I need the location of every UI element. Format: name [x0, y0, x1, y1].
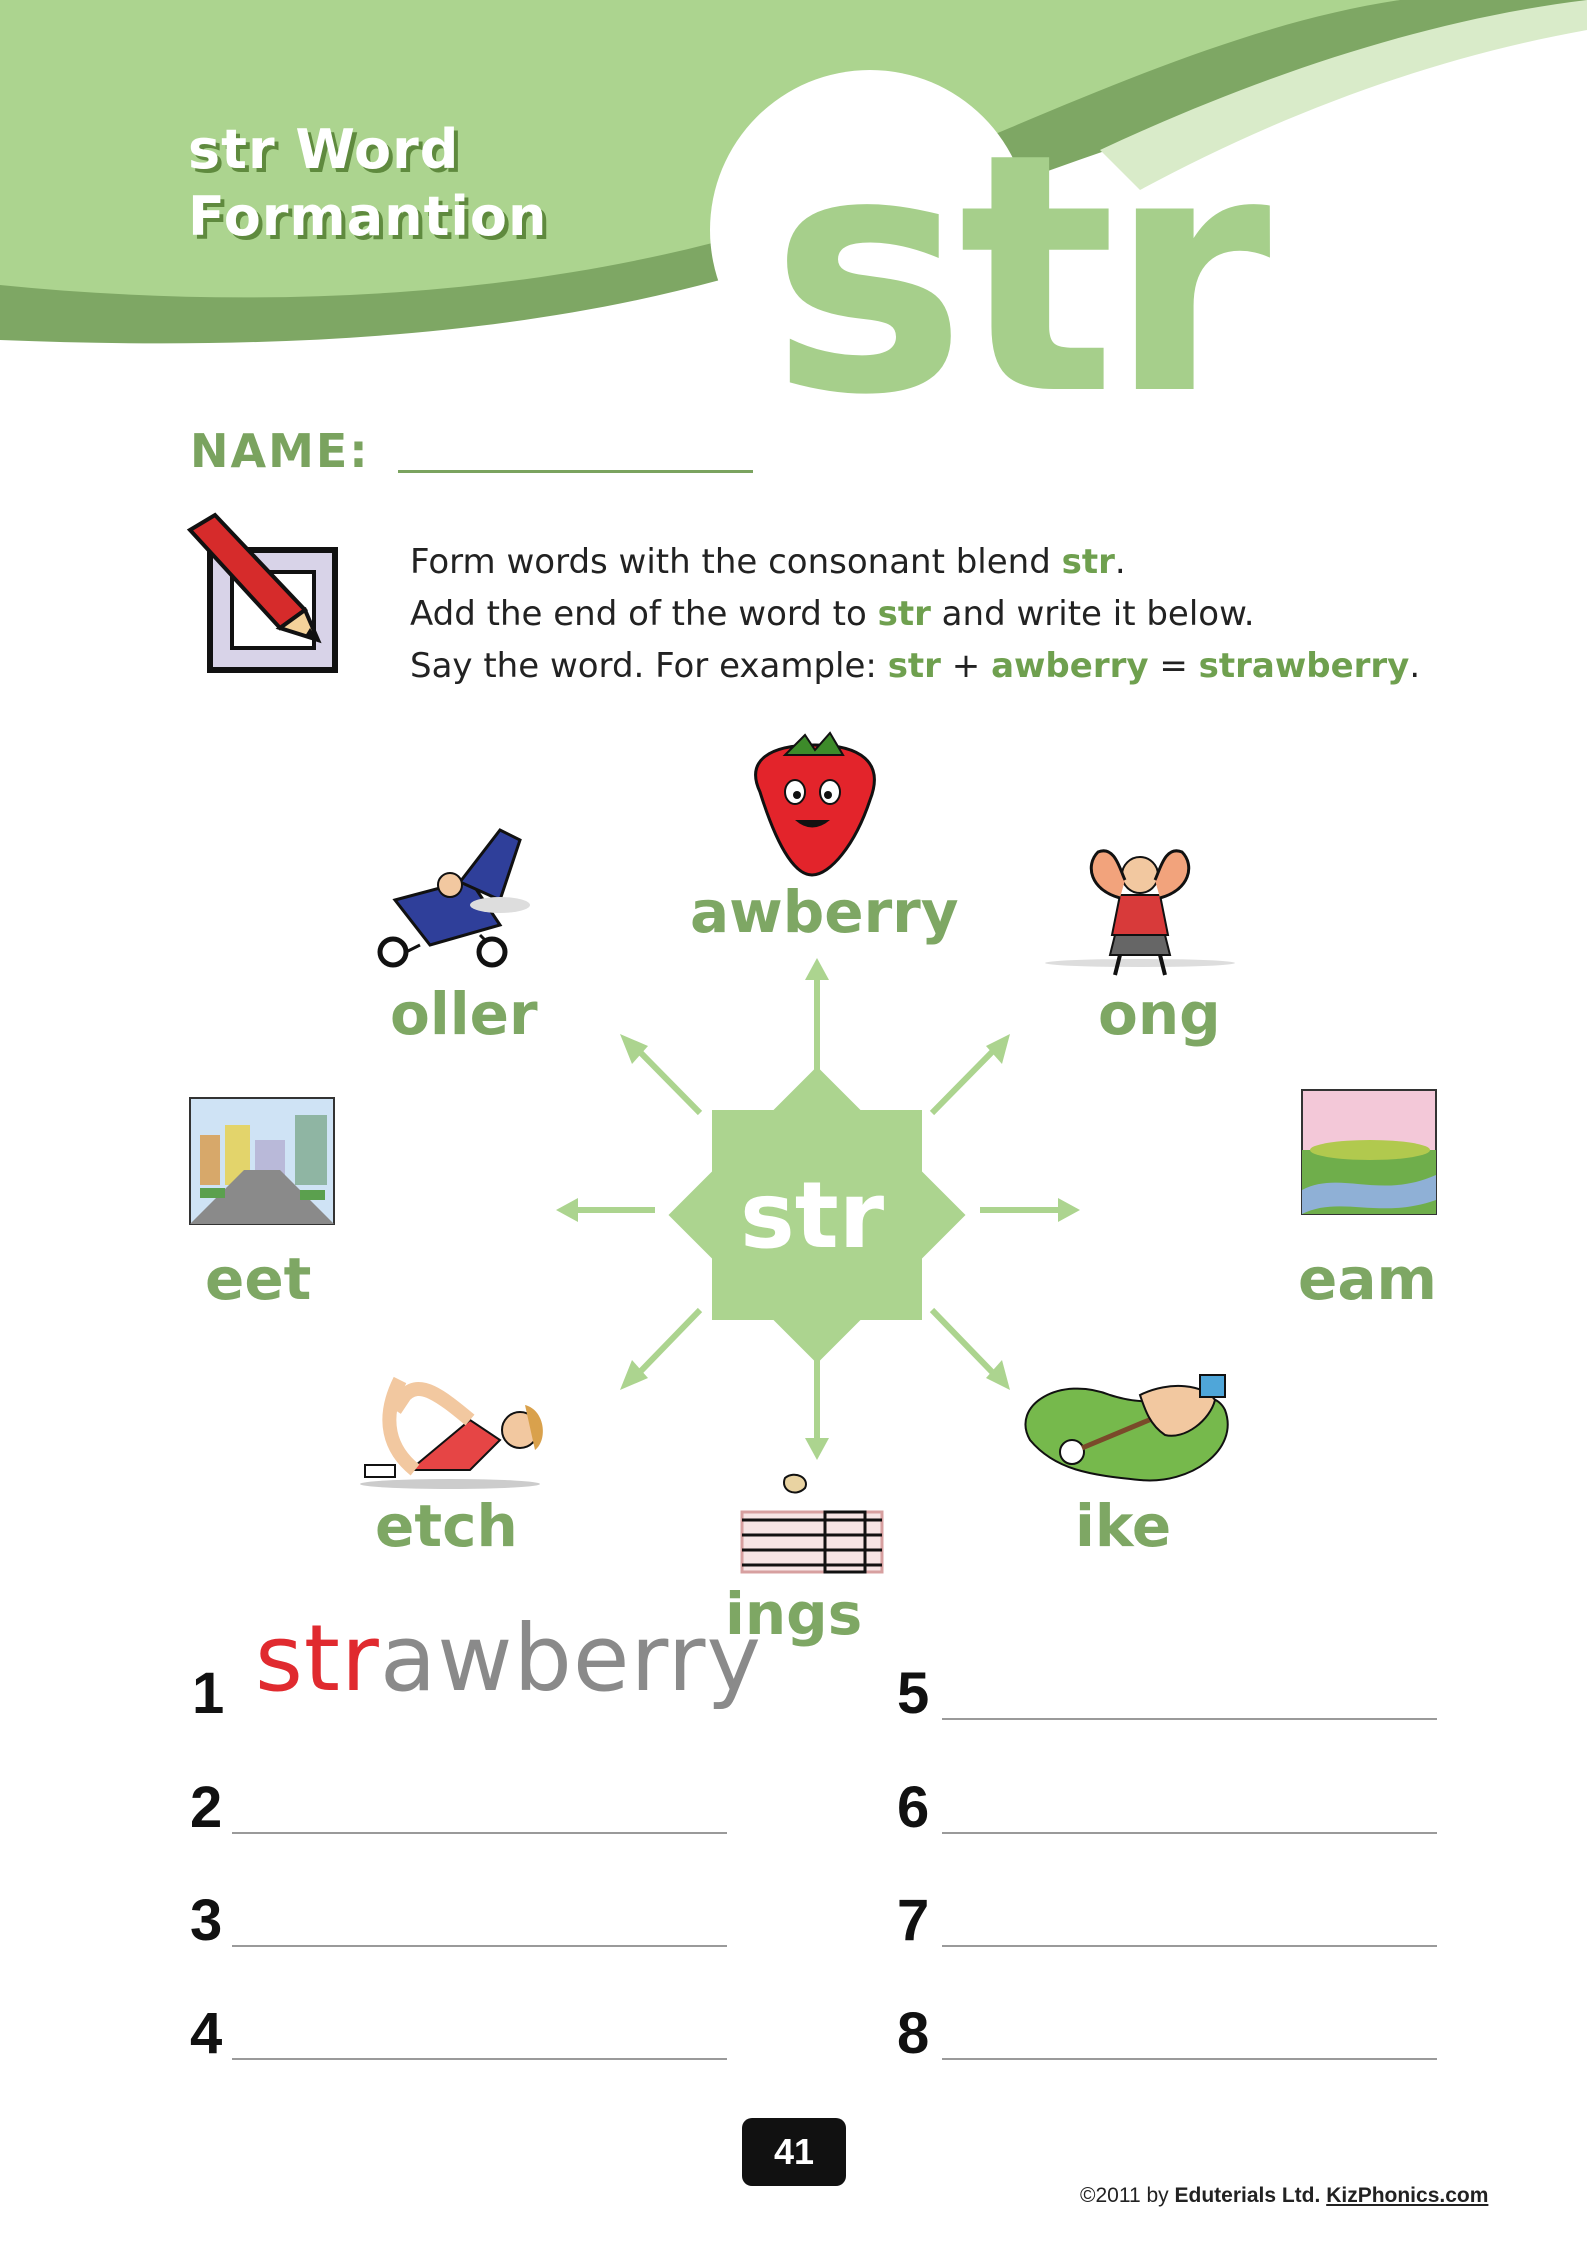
instruction-highlight: str [1061, 542, 1115, 582]
ending-oller: oller [390, 980, 538, 1048]
worksheet-title-line1: str Word [188, 118, 460, 181]
instruction-highlight: str [887, 646, 941, 686]
example-answer [255, 1605, 762, 1712]
stream-picture [1302, 1090, 1436, 1214]
answer-line-5[interactable] [942, 1718, 1437, 1720]
answer-number-7: 7 [897, 1888, 930, 1953]
instruction-text: . [1114, 542, 1126, 582]
strike-picture [1025, 1375, 1227, 1480]
instruction-text: and write it below. [930, 594, 1255, 634]
copyright-website-link[interactable]: KizPhonics.com [1326, 2184, 1489, 2207]
strawberry-picture [756, 733, 875, 875]
instruction-text: = [1148, 646, 1199, 686]
instruction-highlight: awberry [991, 646, 1149, 686]
worksheet-title-line2: Formantion [188, 185, 548, 248]
instruction-highlight: str [877, 594, 931, 634]
answer-number-2: 2 [190, 1775, 223, 1840]
instruction-text: . [1409, 646, 1421, 686]
instruction-text: Add the end of the word to [410, 594, 878, 634]
answer-line-2[interactable] [232, 1832, 727, 1834]
ending-eam: eam [1298, 1245, 1437, 1313]
answer-number-4: 4 [190, 2001, 223, 2066]
answer-number-8: 8 [897, 2001, 930, 2066]
stretch-picture [360, 1380, 543, 1489]
instruction-line-1 [410, 542, 1126, 582]
example-prefix: str [255, 1605, 380, 1712]
example-rest: awberry [379, 1605, 762, 1712]
copyright-company: Eduterials Ltd. [1174, 2184, 1321, 2207]
strings-picture [742, 1475, 882, 1572]
strongman-picture [1045, 851, 1235, 975]
answer-line-8[interactable] [942, 2058, 1437, 2060]
name-label: NAME: [190, 424, 370, 478]
copyright-text: ©2011 by [1080, 2184, 1175, 2207]
answer-number-1: 1 [192, 1661, 225, 1726]
ending-awberry: awberry [690, 878, 959, 946]
instruction-line-3 [410, 646, 1420, 686]
instruction-text: + [940, 646, 992, 686]
page-number: 41 [742, 2118, 846, 2186]
answer-line-7[interactable] [942, 1945, 1437, 1947]
ending-ings: ings [725, 1580, 863, 1648]
instruction-text: Form words with the consonant blend [410, 542, 1062, 582]
pencil-checkbox-icon [190, 515, 335, 670]
answer-number-3: 3 [190, 1888, 223, 1953]
instruction-line-2 [410, 594, 1255, 634]
ending-etch: etch [375, 1492, 518, 1560]
ending-ike: ike [1075, 1492, 1172, 1560]
answer-line-6[interactable] [942, 1832, 1437, 1834]
copyright-notice [1080, 2184, 1488, 2208]
answer-number-5: 5 [897, 1661, 930, 1726]
header-blend-large: str [770, 83, 1263, 467]
answer-number-6: 6 [897, 1775, 930, 1840]
street-picture [190, 1098, 334, 1224]
stroller-picture [380, 830, 530, 965]
answer-line-4[interactable] [232, 2058, 727, 2060]
ending-ong: ong [1098, 980, 1221, 1048]
name-answer-line[interactable] [398, 470, 753, 473]
instruction-highlight: strawberry [1198, 646, 1410, 686]
center-blend-label: str [740, 1162, 885, 1269]
ending-eet: eet [205, 1245, 312, 1313]
answer-line-3[interactable] [232, 1945, 727, 1947]
instruction-text: Say the word. For example: [410, 646, 888, 686]
